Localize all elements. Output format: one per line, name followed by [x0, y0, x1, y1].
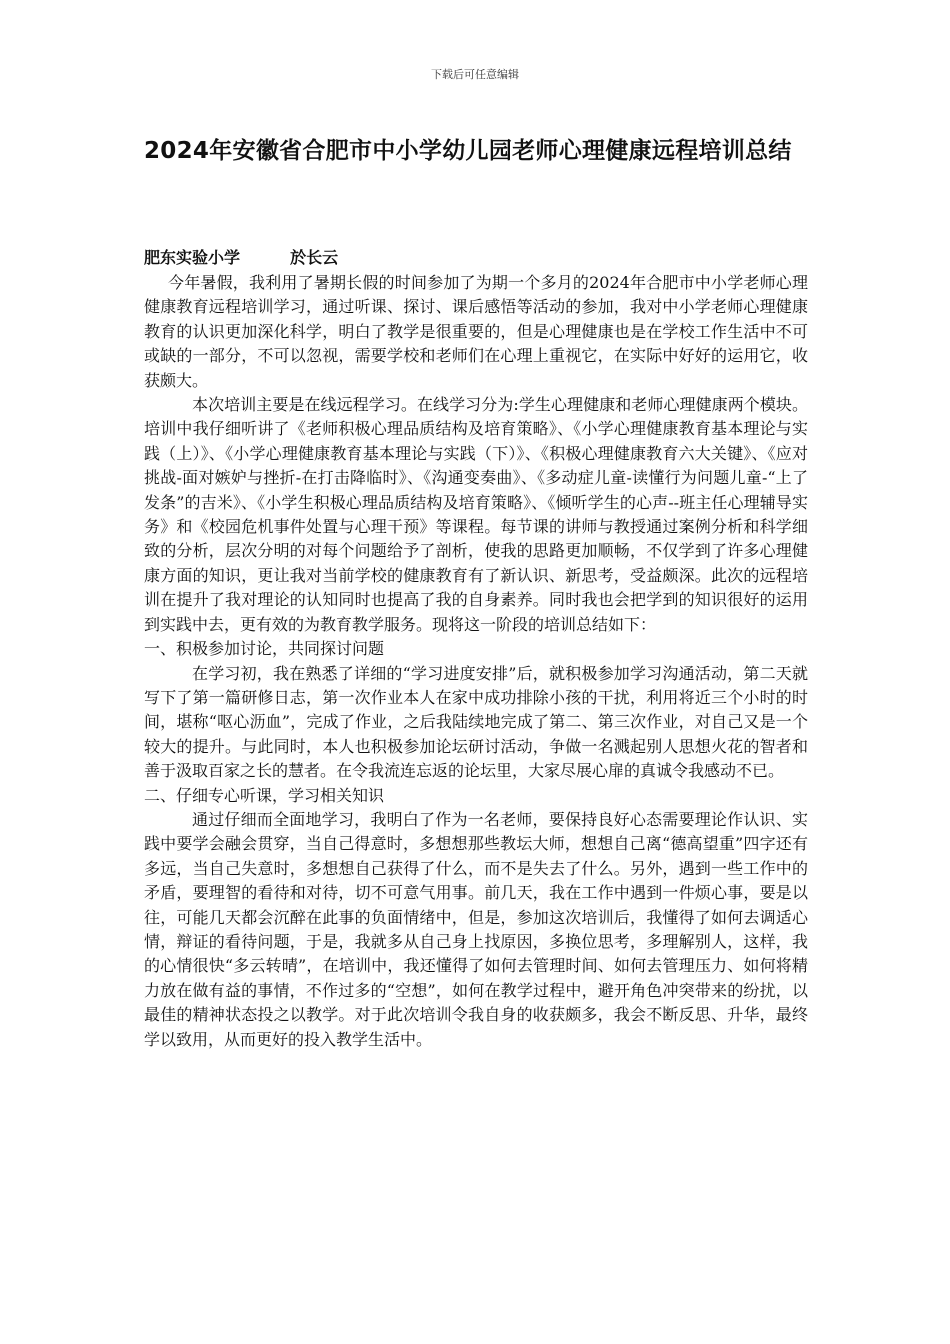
byline-school: 肥东实验小学 — [144, 248, 241, 267]
section-heading-1: 一、积极参加讨论，共同探讨问题 — [144, 639, 385, 659]
page-header-note: 下载后可任意编辑 — [431, 68, 519, 81]
paragraph-intro: 今年暑假，我利用了暑期长假的时间参加了为期一个多月的2024年合肥市中小学老师心理健康教育远程培训学习，通过听课、探讨、课后感悟等活动的参加，我对中小学老师心理健康教育的认识更加深化科学，明白了教学是很重要的，但是心理健康也是在学校工作生活中不可或缺的一部分，不可以忽视，需要学校和老师们在心理上重视它，在实际中好好的运用它，收获颇大。 — [144, 273, 808, 390]
paragraph-training-overview: 本次培训主要是在线远程学习。在线学习分为:学生心理健康和老师心理健康两个模块。培训中我仔细听讲了《老师积极心理品质结构及培育策略》、《小学心理健康教育基本理论与实践（上）》、《小学心理健康教育基本理论与实践（下）》、《积极心理健康教育六大关键》、《应对挑战-面对嫉妒与挫折-在打击降临时》、《沟通变奏曲》、《多动症儿童-读懂行为问题儿童-“上了发条”的吉米》、《小学生积极心理品质结构及培育策略》、《倾听学生的心声--班主任心理辅导实务》和《校园危机事件处置与心理干预》等课程。每节课的讲师与教授通过案例分析和科学细致的分析，层次分明的对每个问题给予了剖析，使我的思路更加顺畅，不仅学到了许多心理健康方面的知识，更让我对当前学校的健康教育有了新认识、新思考，受益颇深。此次的远程培训在提升了我对理论的认知同时也提高了我的自身素养。同时我也会把学到的知识很好的运用到实践中去，更有效的为教育教学服务。现将这一阶段的培训总结如下： — [144, 395, 808, 634]
byline — [144, 246, 338, 270]
document-body — [144, 271, 808, 1052]
paragraph-section-1: 在学习初，我在熟悉了详细的“学习进度安排”后，就积极参加学习沟通活动，第二天就写下了第一篇研修日志，第一次作业本人在家中成功排除小孩的干扰，利用将近三个小时的时间，堪称“呕心沥血”，完成了作业，之后我陆续地完成了第二、第三次作业，对自己又是一个较大的提升。与此同时，本人也积极参加论坛研讨活动，争做一名溅起别人思想火花的智者和善于汲取百家之长的慧者。在令我流连忘返的论坛里，大家尽展心扉的真诚令我感动不已。 — [144, 663, 808, 781]
byline-author: 於长云 — [290, 248, 339, 267]
paragraph-section-2: 通过仔细而全面地学习，我明白了作为一名老师，要保持良好心态需要理论作认识、实践中要学会融会贯穿，当自己得意时，多想想那些教坛大师，想想自己离“德高望重”四字还有多远，当自己失意时，多想想自己获得了什么，而不是失去了什么。另外，遇到一些工作中的矛盾，要理智的看待和对待，切不可意气用事。前几天，我在工作中遇到一件烦心事，要是以往，可能几天都会沉醉在此事的负面情绪中，但是，参加这次培训后，我懂得了如何去调适心情，辩证的看待问题，于是，我就多从自己身上找原因，多换位思考，多理解别人，这样，我的心情很快“多云转晴”，在培训中，我还懂得了如何去管理时间、如何去管理压力、如何将精力放在做有益的事情，不作过多的“空想”，如何在教学过程中，避开角色冲突带来的纷扰，以最佳的精神状态投之以教学。对于此次培训令我自身的收获颇多，我会不断反思、升华，最终学以致用，从而更好的投入教学生活中。 — [144, 809, 808, 1049]
document-title: 2024年安徽省合肥市中小学幼儿园老师心理健康远程培训总结 — [144, 138, 792, 164]
section-heading-2: 二、仔细专心听课，学习相关知识 — [144, 785, 385, 805]
